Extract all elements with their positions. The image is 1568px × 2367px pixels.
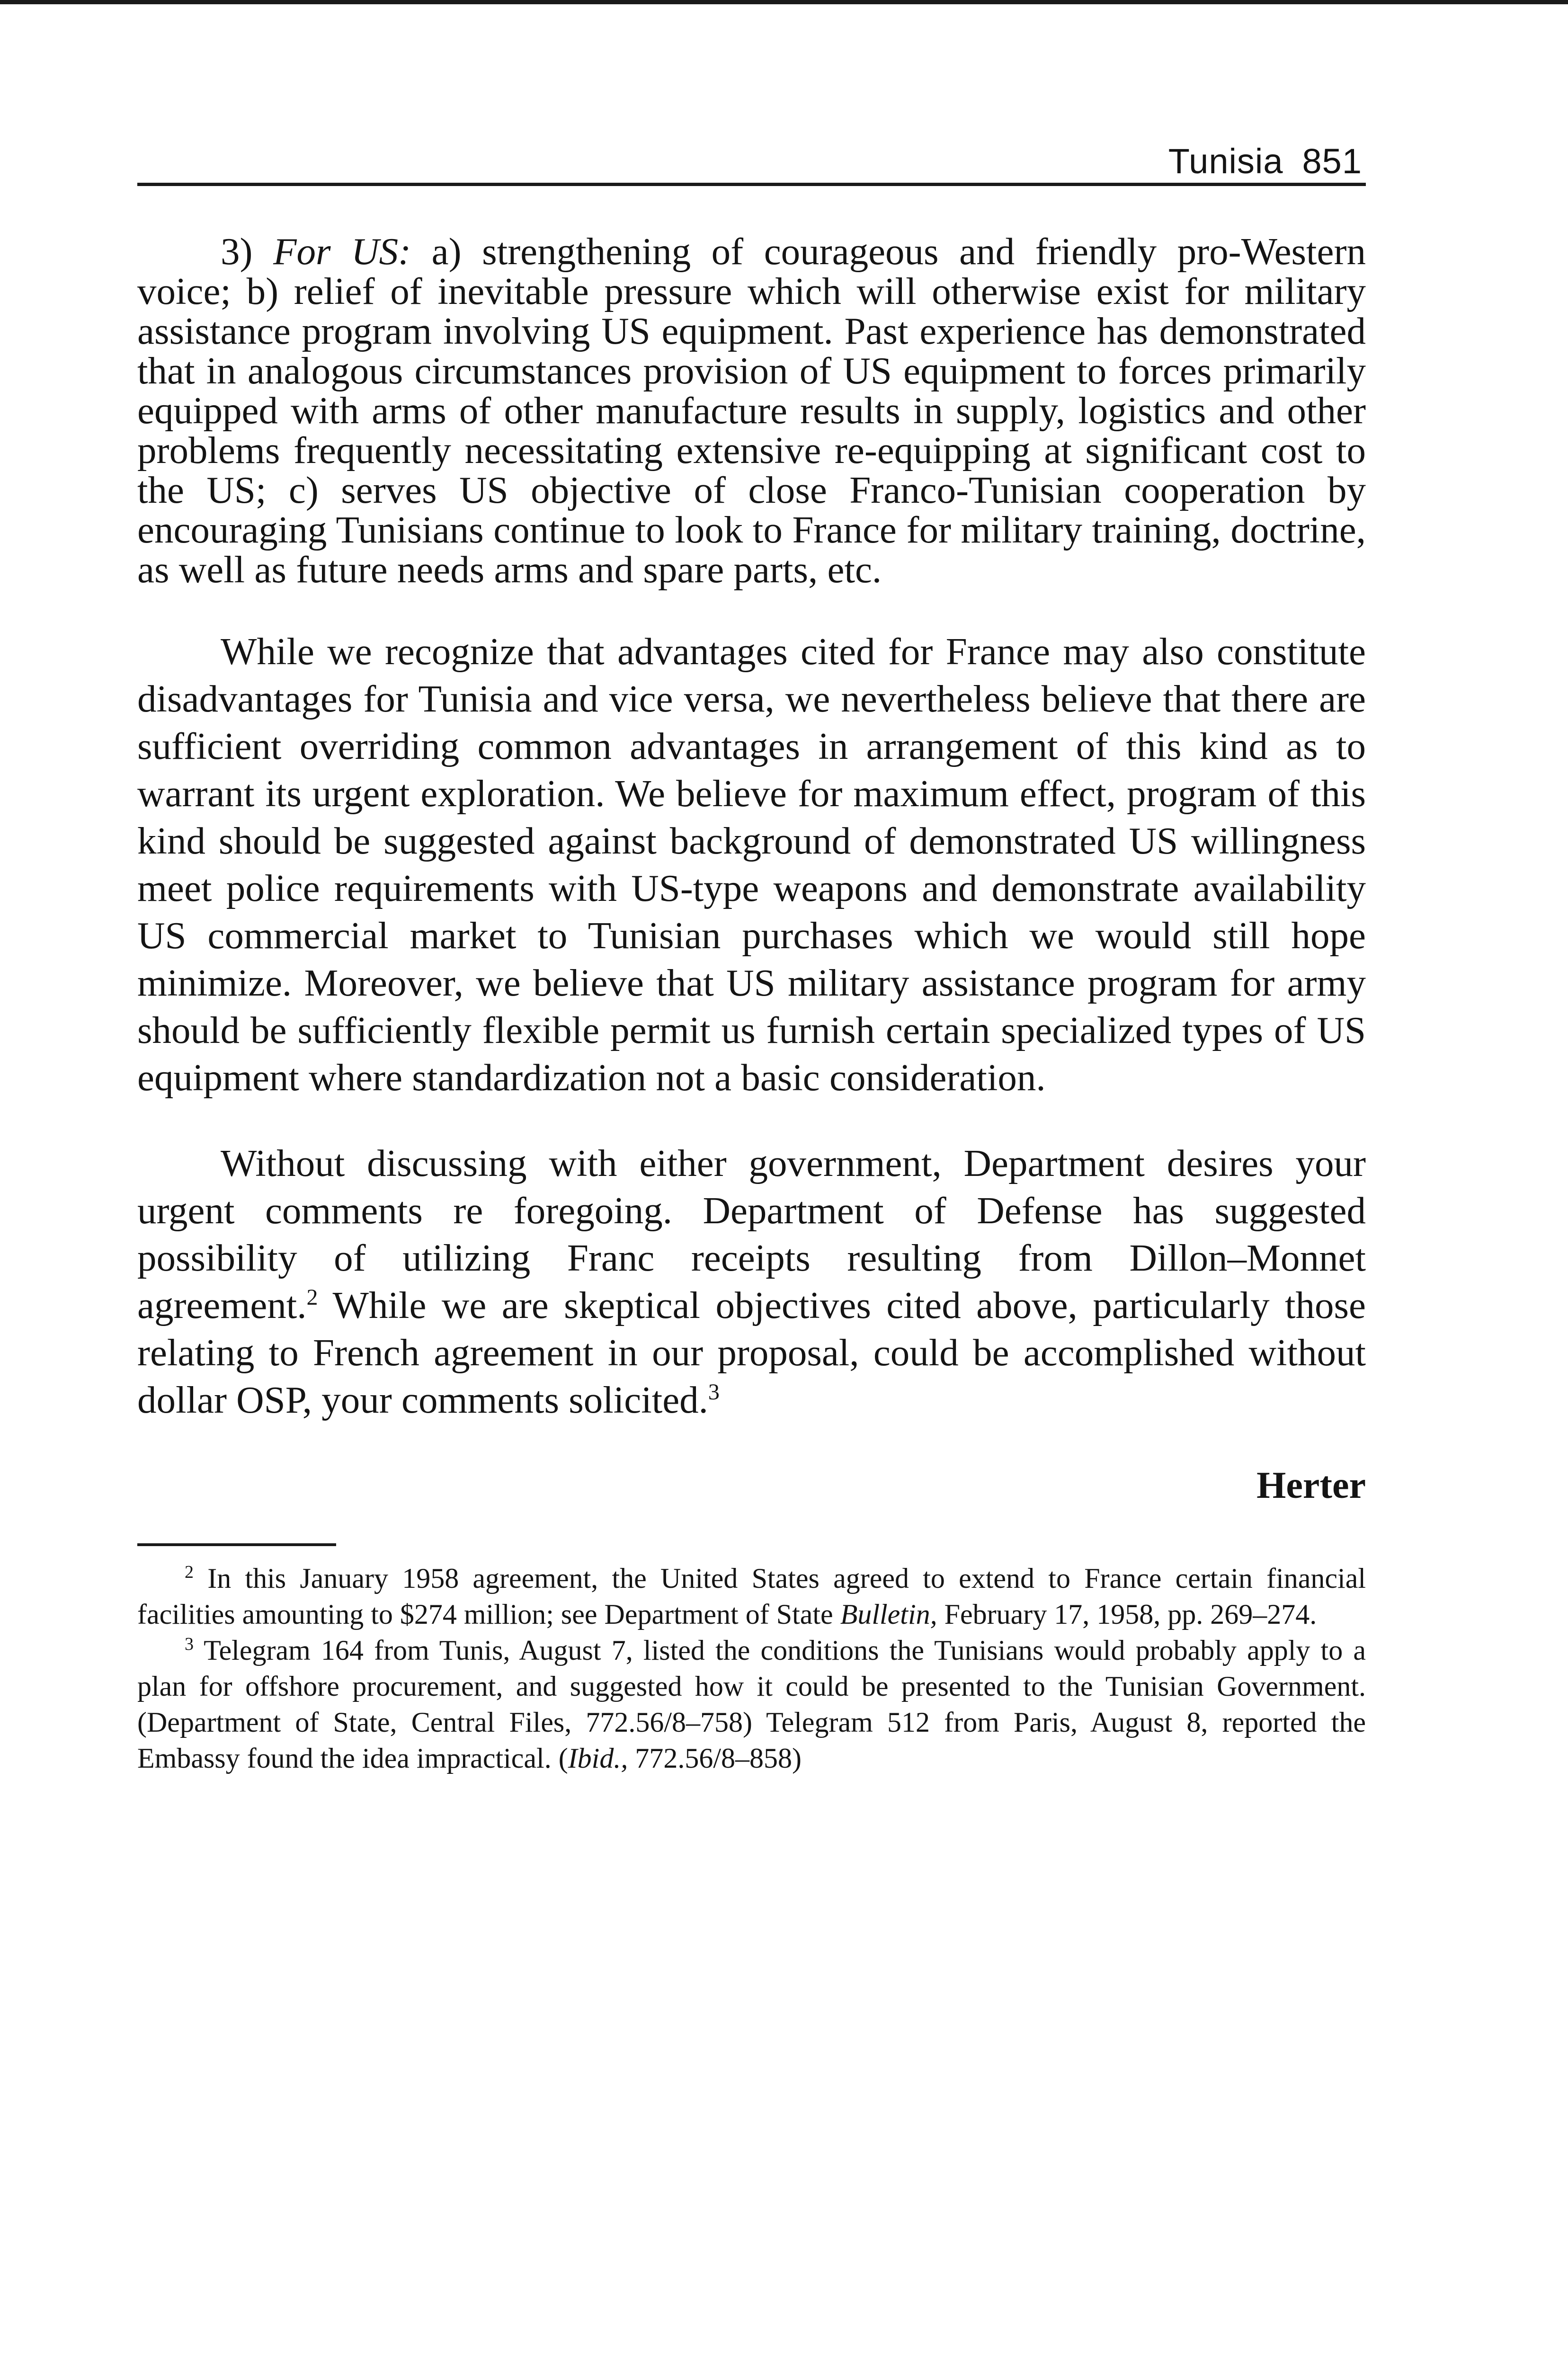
footnote-divider xyxy=(137,1543,336,1546)
signature: Herter xyxy=(1256,1465,1366,1506)
footnote-ref-2[interactable]: 2 xyxy=(306,1285,318,1310)
footnotes xyxy=(137,1560,1366,1776)
header-title: Tunisia xyxy=(1168,142,1283,181)
footnote-marker: 3 xyxy=(185,1634,194,1654)
paragraph-advantages: While we recognize that advantages cited for France may also constitute disadvantages for Tunisia and vice versa, we nevertheless believe that there are sufficient overriding common advantages in arrangement of this kind as to warrant its urgent exploration. We believe for maximum effect, program of this kind should be suggested against background of demonstrated US willingness meet police requirements with US-type weapons and demonstrate availability US commercial market to Tunisian purchases which we would still hope minimize. Moreover, we believe that US military assistance program for army should be sufficiently flexible permit us furnish certain specialized types of US equipment where standardization not a basic consideration. xyxy=(137,630,1366,1099)
footnote-marker: 2 xyxy=(185,1562,194,1582)
paragraph-body-part1: Without discussing with either government, Department desires your urgent comments re foregoing. Department of Defense has suggested possibility of utilizing Franc receipts resulting from Dillon–Monnet agreement. xyxy=(137,1142,1366,1326)
paragraph-body-part2: While we are skeptical objectives cited above, particularly those relating to French agreement in our proposal, could be accomplished without dollar OSP, your comments solicited. xyxy=(137,1284,1366,1421)
footnote-2 xyxy=(137,1560,1366,1632)
page-number: 851 xyxy=(1302,142,1362,181)
running-header xyxy=(137,137,1366,186)
footnote-3 xyxy=(137,1632,1366,1776)
paragraph-body: a) strengthening of courageous and friendly pro-Western voice; b) relief of inevitable pressure which will otherwise exist for military assistance program involving US equipment. Past experience has demonstrated that in analogous circumstances provision of US equipment to forces primarily equipped with arms of other manufacture results in supply, logistics and other problems frequently necessitating extensive re-equipping at significant cost to the US; c) serves US objective of close Franco-Tunisian cooperation by encouraging Tunisians continue to look to France for military training, doctrine, as well as future needs arms and spare parts, etc. xyxy=(137,230,1366,591)
document-page xyxy=(137,137,1366,1776)
footnote-italic: Ibid., xyxy=(568,1743,628,1774)
footnote-text-end: 772.56/8–858) xyxy=(628,1743,802,1774)
footnote-italic: Bulletin, xyxy=(840,1599,937,1630)
top-border-rule xyxy=(0,0,1568,4)
footnote-ref-3[interactable]: 3 xyxy=(708,1379,720,1405)
paragraph-label: For US: xyxy=(273,230,411,273)
paragraph-for-us xyxy=(137,231,1366,589)
footnote-text: In this January 1958 agreement, the United States agreed to extend to France certain financial facilities amounting to $274 million; see Department of State xyxy=(137,1563,1366,1630)
footnote-text: Telegram 164 from Tunis, August 7, listed the conditions the Tunisians would probably apply to a plan for offshore procurement, and suggested how it could be presented to the Tunisian Government. (Department of State, Central Files, 772.56/8–758) Telegram 512 from Paris, August 8, reported the Embassy found the idea impractical. ( xyxy=(137,1635,1366,1774)
footnote-text-end: February 17, 1958, pp. 269–274. xyxy=(937,1599,1317,1630)
paragraph-number: 3) xyxy=(221,230,274,273)
paragraph-request-comments xyxy=(137,1139,1366,1424)
header-text xyxy=(1168,144,1362,179)
